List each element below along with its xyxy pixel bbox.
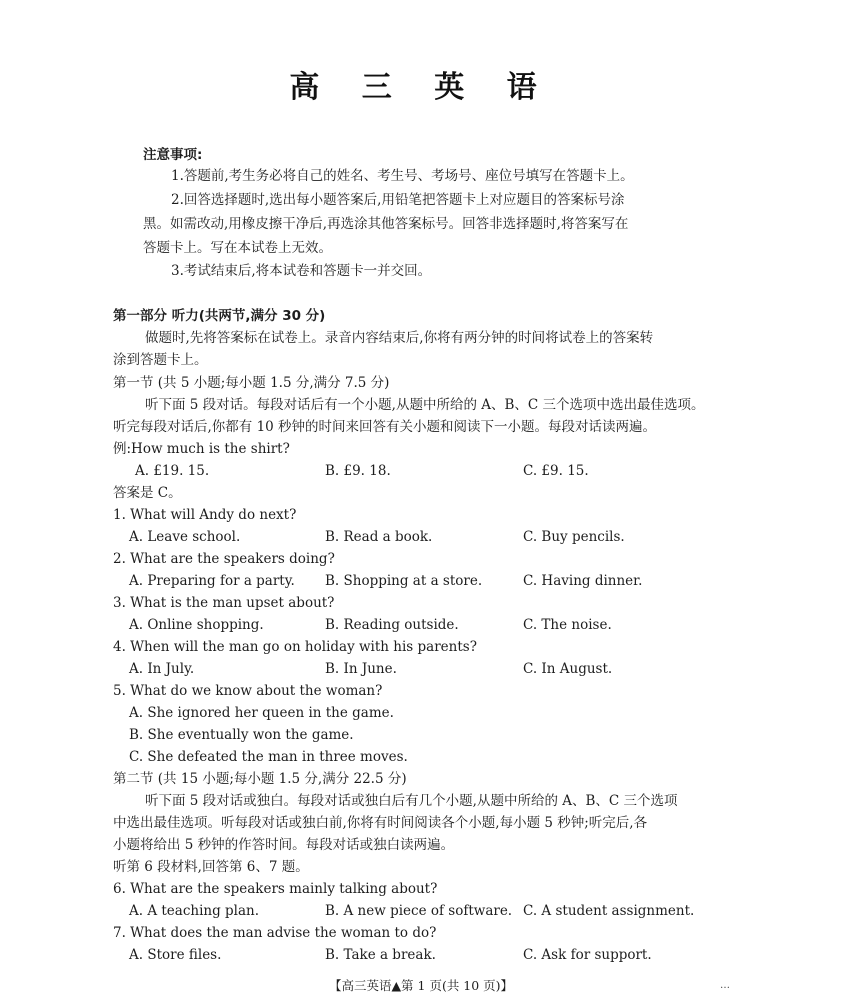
page-title: 高 三 英 语 (289, 70, 553, 105)
section1-intro: 听完每段对话后,你都有 10 秒钟的时间来回答有关小题和阅读下一小题。每段对话读两遍。 (113, 419, 657, 435)
example-question: 例:How much is the shirt? (113, 441, 290, 457)
notice-heading: 注意事项: (143, 147, 203, 163)
option-a: A. Leave school. (129, 529, 241, 545)
question: 2. What are the speakers doing? (113, 551, 335, 567)
notice-item: 2.回答选择题时,选出每小题答案后,用铅笔把答题卡上对应题目的答案标号涂 (171, 192, 625, 208)
option-b: B. A new piece of software. (325, 903, 513, 919)
part1-intro: 做题时,先将答案标在试卷上。录音内容结束后,你将有两分钟的时间将试卷上的答案转 (145, 330, 654, 346)
option-a: A. She ignored her queen in the game. (129, 705, 394, 721)
option-a: A. Preparing for a party. (129, 573, 295, 589)
notice-item: 答题卡上。写在本试卷上无效。 (143, 240, 332, 256)
part1-heading: 第一部分 听力(共两节,满分 30 分) (113, 308, 326, 324)
option-a: A. In July. (129, 661, 195, 677)
page-footer: 【高三英语▲第 1 页(共 10 页)】 (328, 978, 514, 993)
example-option-c: C. £9. 15. (523, 463, 589, 479)
section2-intro: 中选出最佳选项。听每段对话或独白前,你将有时间阅读各个小题,每小题 5 秒钟;听完后,各 (113, 815, 648, 831)
option-b: B. Reading outside. (325, 617, 459, 633)
option-c: C. A student assignment. (523, 903, 695, 919)
option-b: B. Take a break. (325, 947, 436, 963)
option-c: C. She defeated the man in three moves. (129, 749, 408, 765)
question: 6. What are the speakers mainly talking about? (113, 881, 438, 897)
option-b: B. Shopping at a store. (325, 573, 483, 589)
section1-intro: 听下面 5 段对话。每段对话后有一个小题,从题中所给的 A、B、C 三个选项中选出最佳选项。 (145, 397, 705, 413)
option-c: C. In August. (523, 661, 613, 677)
option-c: C. The noise. (523, 617, 612, 633)
notice-item: 1.答题前,考生务必将自己的姓名、考生号、考场号、座位号填写在答题卡上。 (171, 168, 634, 184)
question: 4. When will the man go on holiday with his parents? (113, 639, 477, 655)
question: 7. What does the man advise the woman to do? (113, 925, 437, 941)
option-a: A. Online shopping. (129, 617, 264, 633)
part1-intro: 涂到答题卡上。 (113, 352, 208, 368)
section1-heading: 第一节 (共 5 小题;每小题 1.5 分,满分 7.5 分) (113, 375, 390, 391)
option-b: B. She eventually won the game. (129, 727, 354, 743)
material-note: 听第 6 段材料,回答第 6、7 题。 (113, 859, 309, 875)
option-c: C. Ask for support. (523, 947, 652, 963)
section2-heading: 第二节 (共 15 小题;每小题 1.5 分,满分 22.5 分) (113, 771, 407, 787)
section2-intro: 小题将给出 5 秒钟的作答时间。每段对话或独白读两遍。 (113, 837, 455, 853)
question: 5. What do we know about the woman? (113, 683, 383, 699)
option-b: B. Read a book. (325, 529, 433, 545)
notice-item: 黑。如需改动,用橡皮擦干净后,再选涂其他答案标号。回答非选择题时,将答案写在 (143, 216, 629, 232)
corner-mark: … (720, 980, 730, 991)
notice-item: 3.考试结束后,将本试卷和答题卡一并交回。 (171, 263, 432, 279)
example-option-a: A. £19. 15. (135, 463, 210, 479)
option-b: B. In June. (325, 661, 397, 677)
option-a: A. A teaching plan. (129, 903, 260, 919)
option-c: C. Buy pencils. (523, 529, 625, 545)
option-c: C. Having dinner. (523, 573, 643, 589)
question: 1. What will Andy do next? (113, 507, 297, 523)
question: 3. What is the man upset about? (113, 595, 335, 611)
example-option-b: B. £9. 18. (325, 463, 391, 479)
option-a: A. Store files. (129, 947, 222, 963)
example-answer: 答案是 C。 (113, 485, 182, 501)
section2-intro: 听下面 5 段对话或独白。每段对话或独白后有几个小题,从题中所给的 A、B、C 三个选项 (145, 793, 678, 809)
